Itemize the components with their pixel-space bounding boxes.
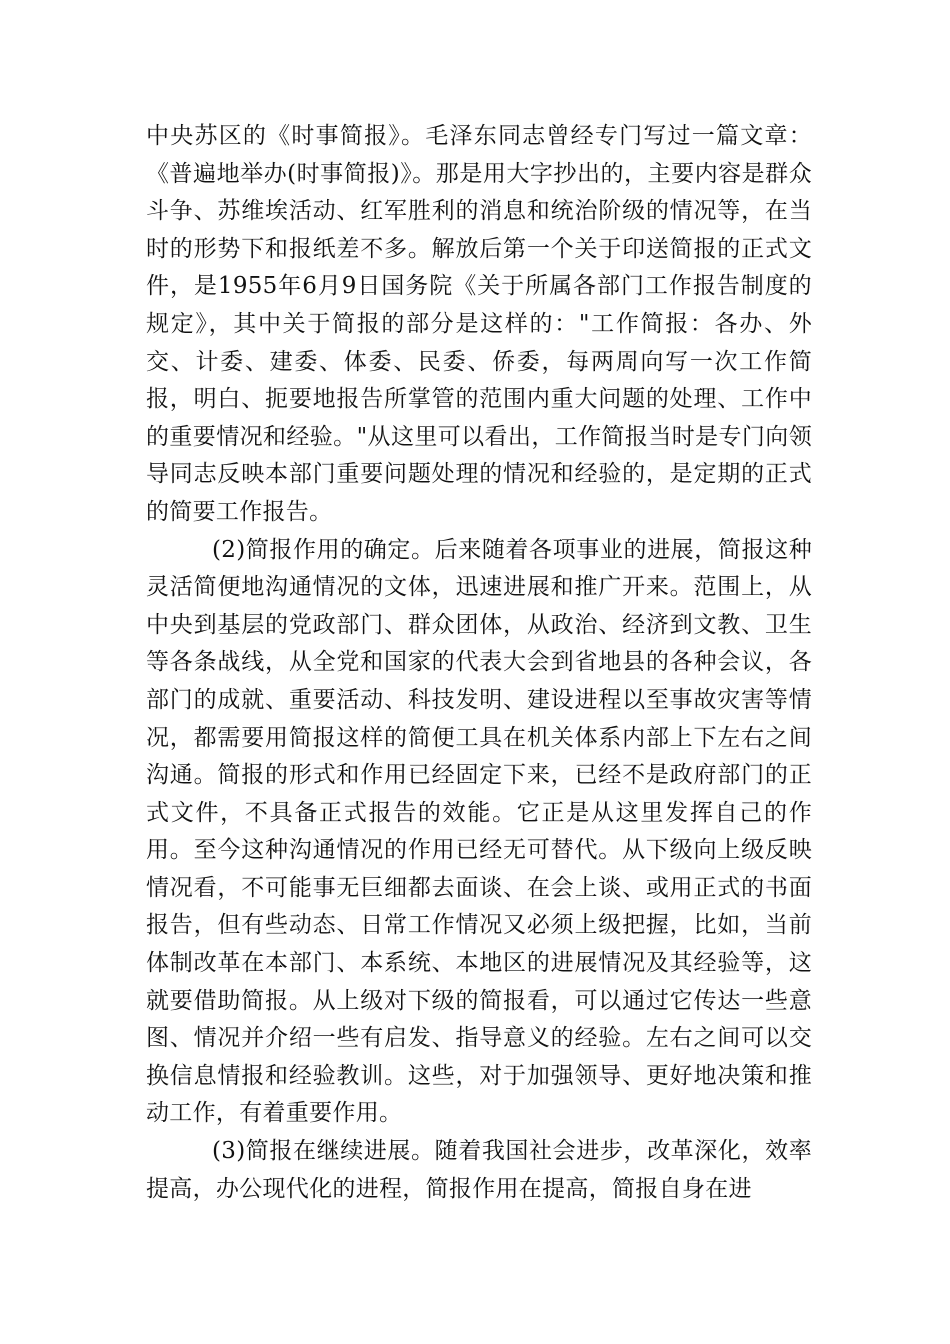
paragraph-historical-background: 中央苏区的《时事简报》。毛泽东同志曾经专门写过一篇文章：《普遍地举办(时事简报)》。那是用大字抄出的，主要内容是群众斗争、苏维埃活动、红军胜利的消息和统治阶级的情况等，在当时的形势下和报纸差不多。解放后第一个关于印送简报的正式文件，是1955年6月9日国务院《关于所属各部门工作报告制度的规定》，其中关于简报的部分是这样的："工作简报：各办、外交、计委、建委、体委、民委、侨委，每两周向写一次工作简报，明白、扼要地报告所掌管的范围内重大问题的处理、工作中的重要情况和经验。"从这里可以看出，工作简报当时是专门向领导同志反映本部门重要问题处理的情况和经验的，是定期的正式的简要工作报告。 <box>146 123 812 525</box>
paragraph-role-established: (2)简报作用的确定。后来随着各项事业的进展，简报这种灵活简便地沟通情况的文体，迅速进展和推广开来。范围上，从中央到基层的党政部门、群众团体，从政治、经济到文教、卫生等各条战线，从全党和国家的代表大会到省地县的各种会议，各部门的成就、重要活动、科技发明、建设进程以至事故灾害等情况，都需要用简报这样的简便工具在机关体系内部上下左右之间沟通。简报的形式和作用已经固定下来，已经不是政府部门的正式文件，不具备正式报告的效能。它正是从这里发挥自己的作用。至今这种沟通情况的作用已经无可替代。从下级向上级反映情况看，不可能事无巨细都去面谈、在会上谈、或用正式的书面报告，但有些动态、日常工作情况又必须上级把握，比如，当前体制改革在本部门、本系统、本地区的进展情况及其经验等，这就要借助简报。从上级对下级的简报看，可以通过它传达一些意图、情况并介绍一些有启发、指导意义的经验。左右之间可以交换信息情报和经验教训。这些，对于加强领导、更好地决策和推动工作，有着重要作用。 <box>146 536 812 1127</box>
paragraph-continuing-development: (3)简报在继续进展。随着我国社会进步，改革深化，效率提高，办公现代化的进程，简报作用在提高，简报自身在进 <box>146 1138 812 1202</box>
document-body <box>146 118 812 1208</box>
